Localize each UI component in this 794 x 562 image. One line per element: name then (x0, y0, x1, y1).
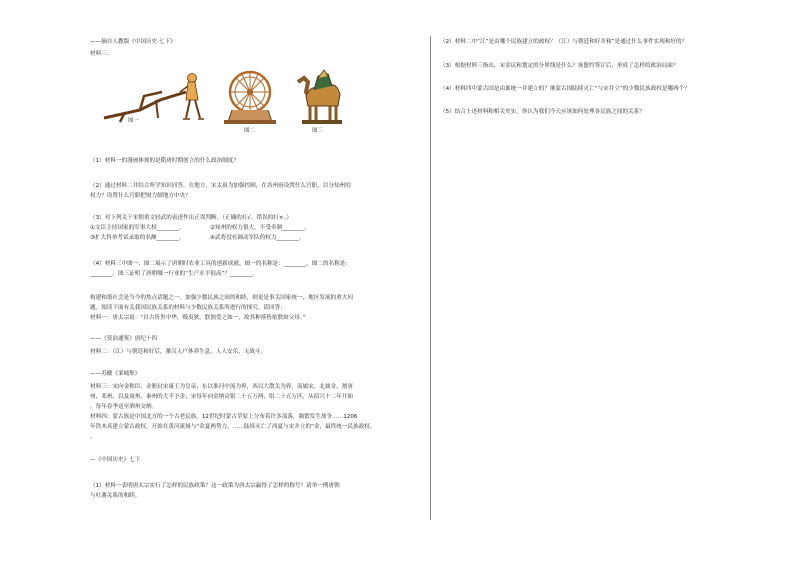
question-5-line-1: （1）材料一表明唐太宗实行了怎样的民族政策？这一政策为唐太宗赢得了怎样的称号？请举一例唐朝 (90, 483, 340, 489)
source-citation-1: ——摘自人教版《中国历史·七下》 (90, 39, 176, 45)
figure-3 (288, 68, 350, 136)
question-3-title: （3）对下列关于宋朝重文轻武的表述作出正误判断。（正确的打√，错误的打×。） (90, 215, 292, 221)
right-question-3: （3）根据材料三指出，宋金议和划定的分界线是什么？该盟约签订后，形成了怎样的政治局面？ (440, 63, 679, 69)
water-wheel-icon (220, 70, 280, 128)
column-divider (430, 36, 431, 520)
material-4-line-3: 。 (90, 434, 96, 440)
material-1: 材料一：唐太宗说：“自古皆贵中华，贱夷狄，朕独爱之如一，故其种落皆依朕如父母。” (90, 315, 306, 321)
intro-line-1: 构建和谐社会是当今的焦点话题之一。加强少数民族之间的和睦，则更是事关国家统一、地区发展的重大问 (90, 295, 353, 301)
source-citation-2: ——《资治通鉴》唐纪十四 (90, 336, 158, 342)
material-4-line-1: 材料四：蒙古族是中国北方的一个古老民族。12世纪时蒙古草原上分布着许多部落，频繁发生战争……1206 (90, 414, 358, 420)
material-2: 材料二：（江）与朝廷和好后，蕃汉人户休养生息，人人安乐，无战斗。 (90, 349, 267, 355)
material-3-line-1: 材料三：宋向金称臣，金册封宋康王为皇帝；东以淮河中流为界，西以大散关为界，南属宋，北属金，割唐 (90, 384, 353, 390)
intro-line-2: 题。阅读下面有关我国民族关系的材料与少数民族关系所进行的探究。请回答： (90, 305, 286, 311)
question-3-item-4: ④武将没有调动军队的权力________。 (210, 235, 305, 241)
question-3-item-1: ①文臣主持国家的军事大权________。 (90, 225, 185, 231)
question-1: （1）材料一的漫画体现的是隋唐时期创立的什么政治制度？ (90, 158, 239, 164)
question-2-line-2: 权力？设置什么官职把财力制地方中央？ (90, 193, 191, 199)
figure-3-caption: 图三 (312, 128, 323, 134)
question-3-item-2: ②知州的权力很大，不受牵制________。 (210, 225, 311, 231)
material-3-label: 材料三： (90, 51, 113, 57)
figure-1-caption: 图一 (128, 118, 139, 124)
source-citation-4: —《中国历史》七下 (90, 457, 141, 463)
source-citation-3: ——苏辙《栾城集》 (90, 371, 141, 377)
material-3-line-3: ，每年春季送至泗州交纳。 (90, 404, 158, 410)
question-5-line-2: 与吐蕃关系的和睦。 (90, 493, 141, 499)
right-question-4: （4）材料四中蒙古国是由谁统一并建立的？继蒙古国陆续灭亡“与宋并立”的少数民族政权是哪两个？ (440, 86, 690, 92)
right-question-2: （2）材料二中“江”是由哪个民族建立的政权？（江）与朝廷和好并和”是通过什么事件实现和好的？ (440, 39, 688, 45)
figure-2 (220, 70, 280, 136)
question-3-item-3: ③扩大科举考试录取的名额________。 (90, 235, 185, 241)
question-4-line-1: （4）材料三中图一、图二展示了唐朝时农业工具的创新成就，图一的名称是：________，图二的名称是： (90, 261, 351, 267)
question-4-line-2: ________。图三证明了唐朝哪一行业的“生产水平很高”？________。 (90, 271, 259, 277)
plough-farmer-icon (100, 70, 212, 128)
question-2-line-1: （2）通过材料二并结合所学知识回答，在地方，宋太祖为加强控制，在各州府设置什么官职，以分知州的 (90, 183, 351, 189)
material-4-line-2: 年铁木真建立蒙古政权，开始在黄河流域与“金夏两势力，……陆续灭亡了西夏与宋并立的”金，最终统一民族政权。 (90, 424, 376, 430)
tri-color-camel-icon (288, 68, 350, 128)
figure-1 (100, 70, 212, 128)
material-3-line-2: 州、邓州、以及商州、秦州的大半予金；宋每年向金纳贡银二十五万两、绢二十五万匹，从绍兴十二年开始 (90, 394, 353, 400)
right-question-5: （5）结合上述材料和相关史实，你认为我们今天应该如何处理各民族之间的关系？ (440, 109, 645, 115)
figure-2-caption: 图二 (244, 128, 255, 134)
